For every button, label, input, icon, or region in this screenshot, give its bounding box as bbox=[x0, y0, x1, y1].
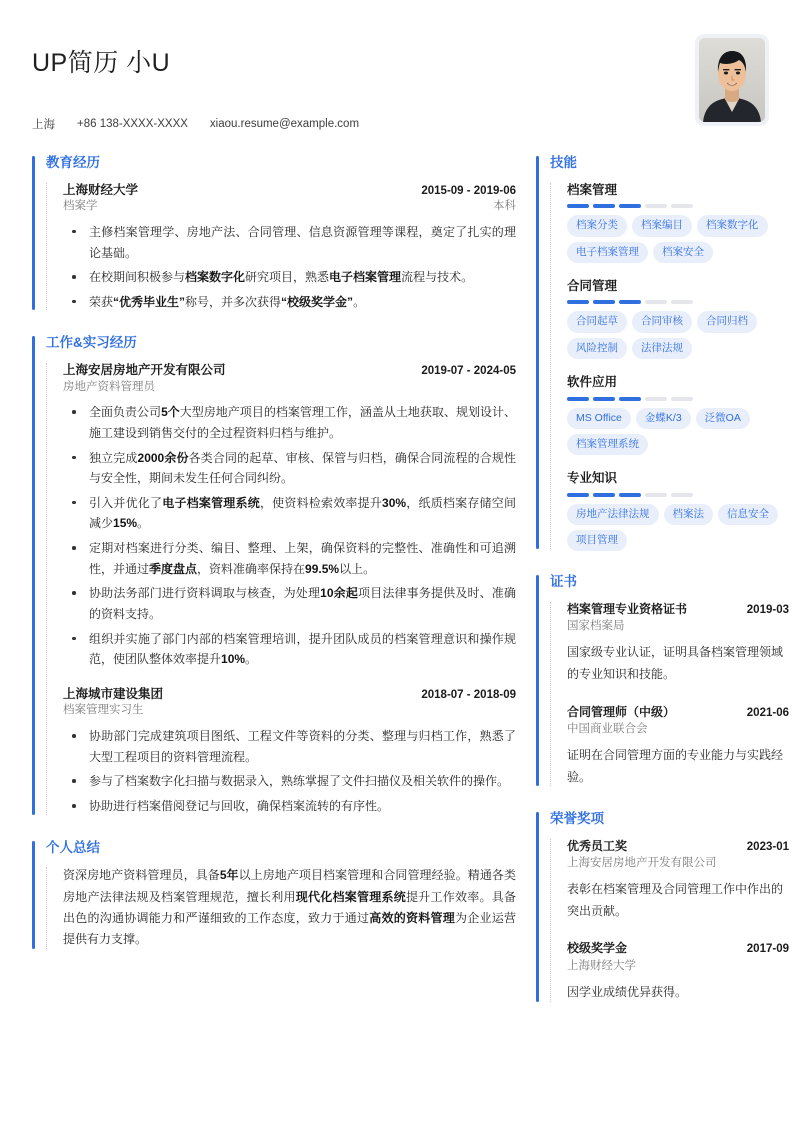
skill-level-segment bbox=[671, 300, 693, 304]
bullet-item: 在校期间积极参与档案数字化研究项目，熟悉电子档案管理流程与技术。 bbox=[63, 267, 516, 288]
left-column bbox=[32, 154, 516, 973]
section-certificates bbox=[536, 573, 789, 788]
entry-date: 2015-09 - 2019-06 bbox=[421, 184, 516, 197]
skill-level-segment bbox=[671, 493, 693, 497]
card-title: 档案管理专业资格证书 bbox=[567, 601, 688, 616]
bullet-item: 协助进行档案借阅登记与回收，确保档案流转的有序性。 bbox=[63, 796, 516, 817]
skill-level-segment bbox=[567, 204, 589, 208]
skill-group bbox=[567, 277, 789, 359]
skill-level-segment bbox=[619, 397, 641, 401]
skill-tag: 档案数字化 bbox=[697, 215, 768, 236]
skill-tag: 合同审核 bbox=[632, 311, 692, 332]
skill-group bbox=[567, 469, 789, 551]
experience-entry bbox=[63, 181, 516, 313]
skill-tag: 法律法规 bbox=[632, 338, 692, 359]
entry-bullet-list bbox=[63, 402, 516, 670]
portrait-photo-icon bbox=[699, 38, 765, 122]
card-description: 证明在合同管理方面的专业能力与实践经验。 bbox=[567, 748, 784, 784]
skill-level-segment bbox=[645, 397, 667, 401]
skill-tag: MS Office bbox=[567, 408, 631, 429]
skill-group-list bbox=[567, 181, 789, 552]
entry-extra: 本科 bbox=[493, 200, 516, 213]
card-title: 校级奖学金 bbox=[567, 941, 628, 956]
skill-tag: 档案编目 bbox=[632, 215, 692, 236]
section-work bbox=[32, 334, 516, 816]
skill-tag: 项目管理 bbox=[567, 530, 627, 551]
skill-level-segment bbox=[593, 397, 615, 401]
entry-organization: 上海安居房地产开发有限公司 bbox=[63, 362, 226, 377]
experience-entry bbox=[63, 361, 516, 670]
certificate-item bbox=[567, 600, 789, 686]
card-title: 合同管理师（中级） bbox=[567, 704, 676, 719]
skill-tag: 电子档案管理 bbox=[567, 242, 648, 263]
section-title-skills: 技能 bbox=[550, 155, 577, 170]
bullet-item: 荣获“优秀毕业生”称号，并多次获得“校级奖学金”。 bbox=[63, 292, 516, 313]
skill-group-name: 专业知识 bbox=[567, 471, 618, 486]
entry-date: 2019-07 - 2024-05 bbox=[421, 364, 516, 377]
entry-organization: 上海财经大学 bbox=[63, 182, 139, 197]
card-header bbox=[567, 837, 789, 856]
card-date: 2017-09 bbox=[746, 943, 789, 956]
card-organization: 国家档案局 bbox=[567, 620, 625, 633]
skill-group-name: 档案管理 bbox=[567, 182, 618, 197]
skill-level-segment bbox=[645, 493, 667, 497]
bullet-item: 全面负责公司5个大型房地产项目的档案管理工作，涵盖从土地获取、规划设计、施工建设到销售交付的全过程资料归档与维护。 bbox=[63, 402, 516, 443]
skill-level-segment bbox=[567, 397, 589, 401]
entry-subheader bbox=[63, 198, 516, 215]
section-summary bbox=[32, 839, 516, 951]
card-description: 国家级专业认证，证明具备档案管理领域的专业知识和技能。 bbox=[567, 645, 784, 681]
entry-date: 2018-07 - 2018-09 bbox=[421, 688, 516, 701]
card-description: 表彰在档案管理及合同管理工作中作出的突出贡献。 bbox=[567, 882, 784, 918]
section-skills bbox=[536, 154, 789, 551]
education-entry-list bbox=[63, 181, 516, 313]
award-item bbox=[567, 939, 789, 1003]
work-entry-list bbox=[63, 361, 516, 817]
skill-tag: 风险控制 bbox=[567, 338, 627, 359]
entry-header bbox=[63, 181, 516, 200]
skill-level-segment bbox=[619, 300, 641, 304]
award-list bbox=[567, 837, 789, 1004]
skill-level-segment bbox=[645, 300, 667, 304]
award-item bbox=[567, 837, 789, 923]
skill-tag: 档案管理系统 bbox=[567, 434, 648, 455]
card-organization: 中国商业联合会 bbox=[567, 722, 648, 735]
entry-organization: 上海城市建设集团 bbox=[63, 686, 164, 701]
section-body-work bbox=[46, 361, 516, 817]
section-body-skills bbox=[550, 181, 789, 552]
skill-tag: 泛微OA bbox=[696, 408, 750, 429]
skill-level-segment bbox=[593, 204, 615, 208]
summary-paragraph: 资深房地产资料管理员，具备5年以上房地产项目档案管理和合同管理经验。精通各类房地产法律法规及档案管理规范，擅长利用现代化档案管理系统提升工作效率。具备出色的沟通协调能力和严谨细致的工作态度，致力于通过高效的资料管理为企业运营提供有力支撑。 bbox=[63, 868, 516, 947]
section-title-summary: 个人总结 bbox=[46, 839, 100, 855]
bullet-item: 引入并优化了电子档案管理系统，使资料检索效率提升30%，纸质档案存储空间减少15%。 bbox=[63, 493, 516, 534]
skill-tag: 信息安全 bbox=[718, 504, 778, 525]
card-description: 因学业成绩优异获得。 bbox=[567, 984, 688, 999]
card-organization: 上海财经大学 bbox=[567, 959, 636, 972]
avatar-frame bbox=[695, 34, 769, 126]
entry-bullet-list bbox=[63, 726, 516, 817]
skill-level-segment bbox=[645, 204, 667, 208]
bullet-item: 参与了档案数字化扫描与数据录入，熟练掌握了文件扫描仪及相关软件的操作。 bbox=[63, 771, 516, 792]
card-header bbox=[567, 939, 789, 958]
section-title-work: 工作&实习经历 bbox=[46, 335, 137, 351]
skill-group-name: 合同管理 bbox=[567, 278, 618, 293]
entry-subheader bbox=[63, 702, 516, 719]
entry-subheader bbox=[63, 379, 516, 396]
skill-tag: 房地产法律法规 bbox=[567, 504, 659, 525]
contact-phone: +86 138-XXXX-XXXX bbox=[77, 118, 188, 130]
skill-level-segment bbox=[567, 493, 589, 497]
entry-header bbox=[63, 361, 516, 380]
bullet-item: 独立完成2000余份各类合同的起草、审核、保管与归档，确保合同流程的合规性与安全性，期间未发生任何合同纠纷。 bbox=[63, 448, 516, 489]
skill-level-segment bbox=[567, 300, 589, 304]
section-body-education bbox=[46, 181, 516, 313]
entry-bullet-list bbox=[63, 222, 516, 313]
skill-tag: 档案安全 bbox=[653, 242, 713, 263]
contact-row bbox=[32, 116, 359, 132]
bullet-item: 协助法务部门进行资料调取与核查，为处理10余起项目法律事务提供及时、准确的资料支持。 bbox=[63, 583, 516, 624]
skill-tag: 金蝶K/3 bbox=[636, 408, 691, 429]
contact-email: xiaou.resume@example.com bbox=[209, 118, 360, 130]
header-left bbox=[32, 34, 359, 132]
skill-group-name: 软件应用 bbox=[567, 374, 618, 389]
skill-level-bar bbox=[567, 397, 789, 401]
card-header bbox=[567, 600, 789, 619]
skill-level-bar bbox=[567, 204, 789, 208]
card-date: 2019-03 bbox=[746, 603, 789, 616]
section-awards bbox=[536, 810, 789, 1003]
card-header bbox=[567, 703, 789, 722]
section-body-certificates bbox=[550, 600, 789, 788]
resume-header bbox=[0, 0, 799, 132]
section-body-summary bbox=[46, 865, 516, 950]
entry-role: 档案学 bbox=[63, 200, 98, 213]
resume-columns bbox=[0, 132, 799, 1056]
section-body-awards bbox=[550, 837, 789, 1004]
contact-location: 上海 bbox=[32, 119, 55, 131]
section-education bbox=[32, 154, 516, 312]
bullet-item: 组织并实施了部门内部的档案管理培训，提升团队成员的档案管理意识和操作规范，使团队整体效率提升10%。 bbox=[63, 629, 516, 670]
skill-tag-list bbox=[567, 215, 789, 262]
skill-level-segment bbox=[593, 300, 615, 304]
bullet-item: 主修档案管理学、房地产法、合同管理、信息资源管理等课程，奠定了扎实的理论基础。 bbox=[63, 222, 516, 263]
certificate-list bbox=[567, 600, 789, 788]
entry-header bbox=[63, 685, 516, 704]
section-title-certificates: 证书 bbox=[550, 574, 577, 590]
skill-tag: 合同归档 bbox=[697, 311, 757, 332]
section-title-awards: 荣誉奖项 bbox=[550, 811, 604, 827]
card-title: 优秀员工奖 bbox=[567, 838, 628, 853]
card-date: 2023-01 bbox=[746, 840, 789, 853]
skill-tag: 档案法 bbox=[664, 504, 714, 525]
skill-level-bar bbox=[567, 493, 789, 497]
right-column bbox=[536, 154, 789, 1026]
skill-level-segment bbox=[619, 204, 641, 208]
card-organization: 上海安居房地产开发有限公司 bbox=[567, 857, 717, 870]
skill-tag-list bbox=[567, 504, 789, 551]
skill-tag-list bbox=[567, 311, 789, 358]
skill-level-segment bbox=[619, 493, 641, 497]
skill-tag-list bbox=[567, 408, 789, 455]
bullet-item: 协助部门完成建筑项目图纸、工程文件等资料的分类、整理与归档工作，熟悉了大型工程项目的资料管理流程。 bbox=[63, 726, 516, 767]
skill-group bbox=[567, 181, 789, 263]
certificate-item bbox=[567, 703, 789, 789]
page-title: UP简历 小U bbox=[32, 49, 171, 77]
skill-tag: 合同起草 bbox=[567, 311, 627, 332]
card-date: 2021-06 bbox=[746, 706, 789, 719]
skill-level-segment bbox=[671, 204, 693, 208]
bullet-item: 定期对档案进行分类、编目、整理、上架，确保资料的完整性、准确性和可追溯性，并通过季度盘点，资料准确率保持在99.5%以上。 bbox=[63, 538, 516, 579]
experience-entry bbox=[63, 685, 516, 817]
skill-tag: 档案分类 bbox=[567, 215, 627, 236]
skill-level-segment bbox=[593, 493, 615, 497]
skill-group bbox=[567, 373, 789, 455]
entry-role: 档案管理实习生 bbox=[63, 704, 144, 717]
entry-role: 房地产资料管理员 bbox=[63, 380, 155, 393]
skill-level-bar bbox=[567, 300, 789, 304]
skill-level-segment bbox=[671, 397, 693, 401]
avatar bbox=[699, 38, 765, 122]
section-title-education: 教育经历 bbox=[46, 155, 100, 170]
